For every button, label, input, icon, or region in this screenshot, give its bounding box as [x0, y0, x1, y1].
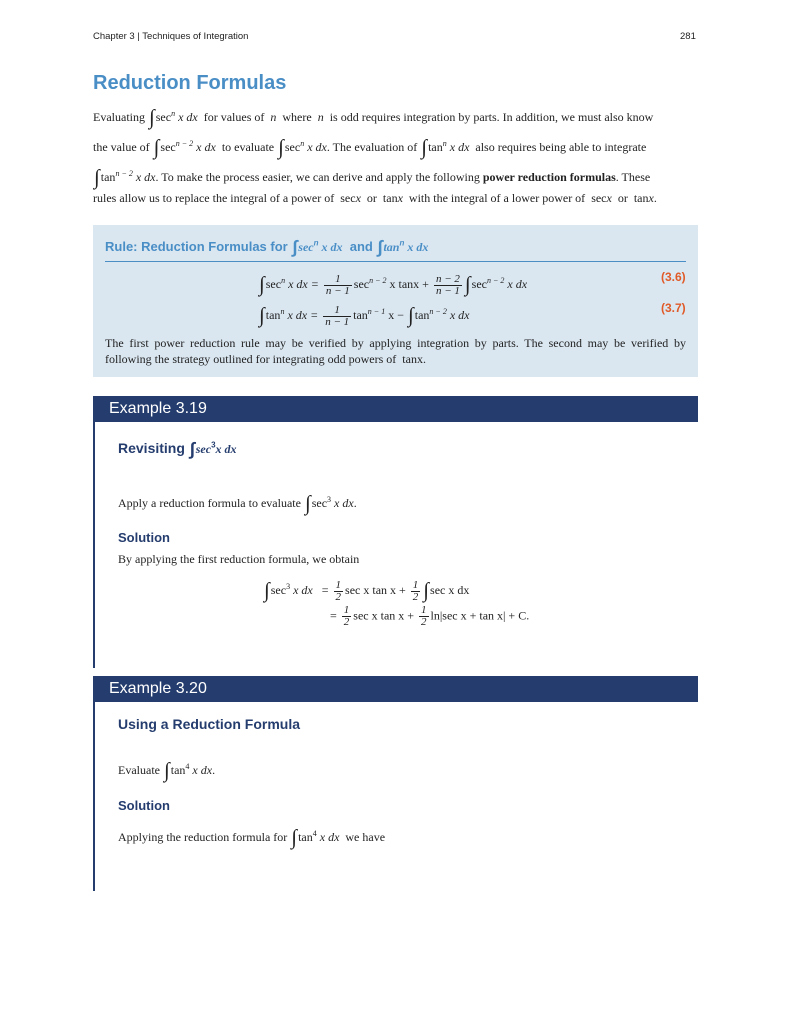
chapter-header: Chapter 3 | Techniques of Integration: [93, 31, 249, 42]
formula-3-6: $\int\sec^n$ x dx = $\frac{1}{n - 1}$ $\sec^{n - 2} x$ tanx + $\frac{n - 2}{n - 1}$ $\int\sec^{n - 2}$ x dx: [259, 272, 528, 297]
section-title: Reduction Formulas: [93, 72, 287, 94]
intro-line-3: $\int\tan^{n - 2}$ x dx. To make the process easier, we can derive and apply the following power reduction formulas. These: [94, 165, 651, 189]
example-3-19-solution-label: Solution: [118, 530, 170, 545]
example-3-20-subtitle: Using a Reduction Formula: [118, 716, 301, 732]
formula-3-7: $\int\tan^n$ x dx = $\frac{1}{n - 1}$ $\tan^{n - 1} x - \int\tan^{n - 2}$ x dx: [259, 303, 470, 328]
rule-title: Rule: Reduction Formulas for $\int\sec^n$ x dx and $\int\tan^n$ x dx: [105, 237, 429, 257]
rule-box: [93, 225, 698, 377]
example-3-20-header: Example 3.20: [93, 676, 698, 702]
example-3-19-header: Example 3.19: [93, 396, 698, 422]
example-3-20-solution-text: Applying the reduction formula for $\int\tan^4$ x dx we have: [118, 825, 386, 849]
example-3-20-solution-label: Solution: [118, 798, 170, 813]
example-3-19-prompt: Apply a reduction formula to evaluate $\int\sec^3$ x dx.: [118, 491, 357, 515]
example-3-20-prompt: Evaluate $\int\tan^4$ x dx.: [118, 758, 216, 782]
example-3-20-border: [93, 702, 95, 891]
example-3-19-solution-text: By applying the first reduction formula, we obtain: [118, 552, 360, 566]
equation-number-3-6: (3.6): [661, 270, 686, 284]
intro-line-1: Evaluating $\int\sec^n$ x dx for values of n where n is odd requires integration by parts. In addition, we must also know: [93, 105, 654, 129]
example-3-19-line-1: $\int\sec^3$ x dx = $\frac{1}{2}$ sec x tan x + $\frac{1}{2}$ ∫sec x dx: [264, 578, 470, 603]
intro-line-2: the value of $\int\sec^{n - 2}$ x dx to evaluate $\int\sec^n$ x dx. The evaluation of $\int\tan^n$ x dx also requires being able to integrate: [93, 135, 647, 159]
rule-divider: [105, 261, 686, 262]
example-3-19-border: [93, 422, 95, 668]
intro-line-4: rules allow us to replace the integral of a power of secx or tanx with the integral of a lower power of secx or tanx.: [93, 191, 657, 205]
example-3-19-line-2: = $\frac{1}{2}$ sec x tan x + $\frac{1}{2}$ ln|sec x + tan x| + C.: [330, 604, 530, 628]
example-3-19-subtitle: Revisiting $\int\sec^3x$ dx: [118, 439, 237, 459]
rule-explanation: The first power reduction rule may be verified by applying integration by parts. The second may be verified by following the strategy outlined for integrating odd powers of tanx.: [105, 336, 686, 366]
page-number: 281: [680, 31, 696, 42]
equation-number-3-7: (3.7): [661, 301, 686, 315]
